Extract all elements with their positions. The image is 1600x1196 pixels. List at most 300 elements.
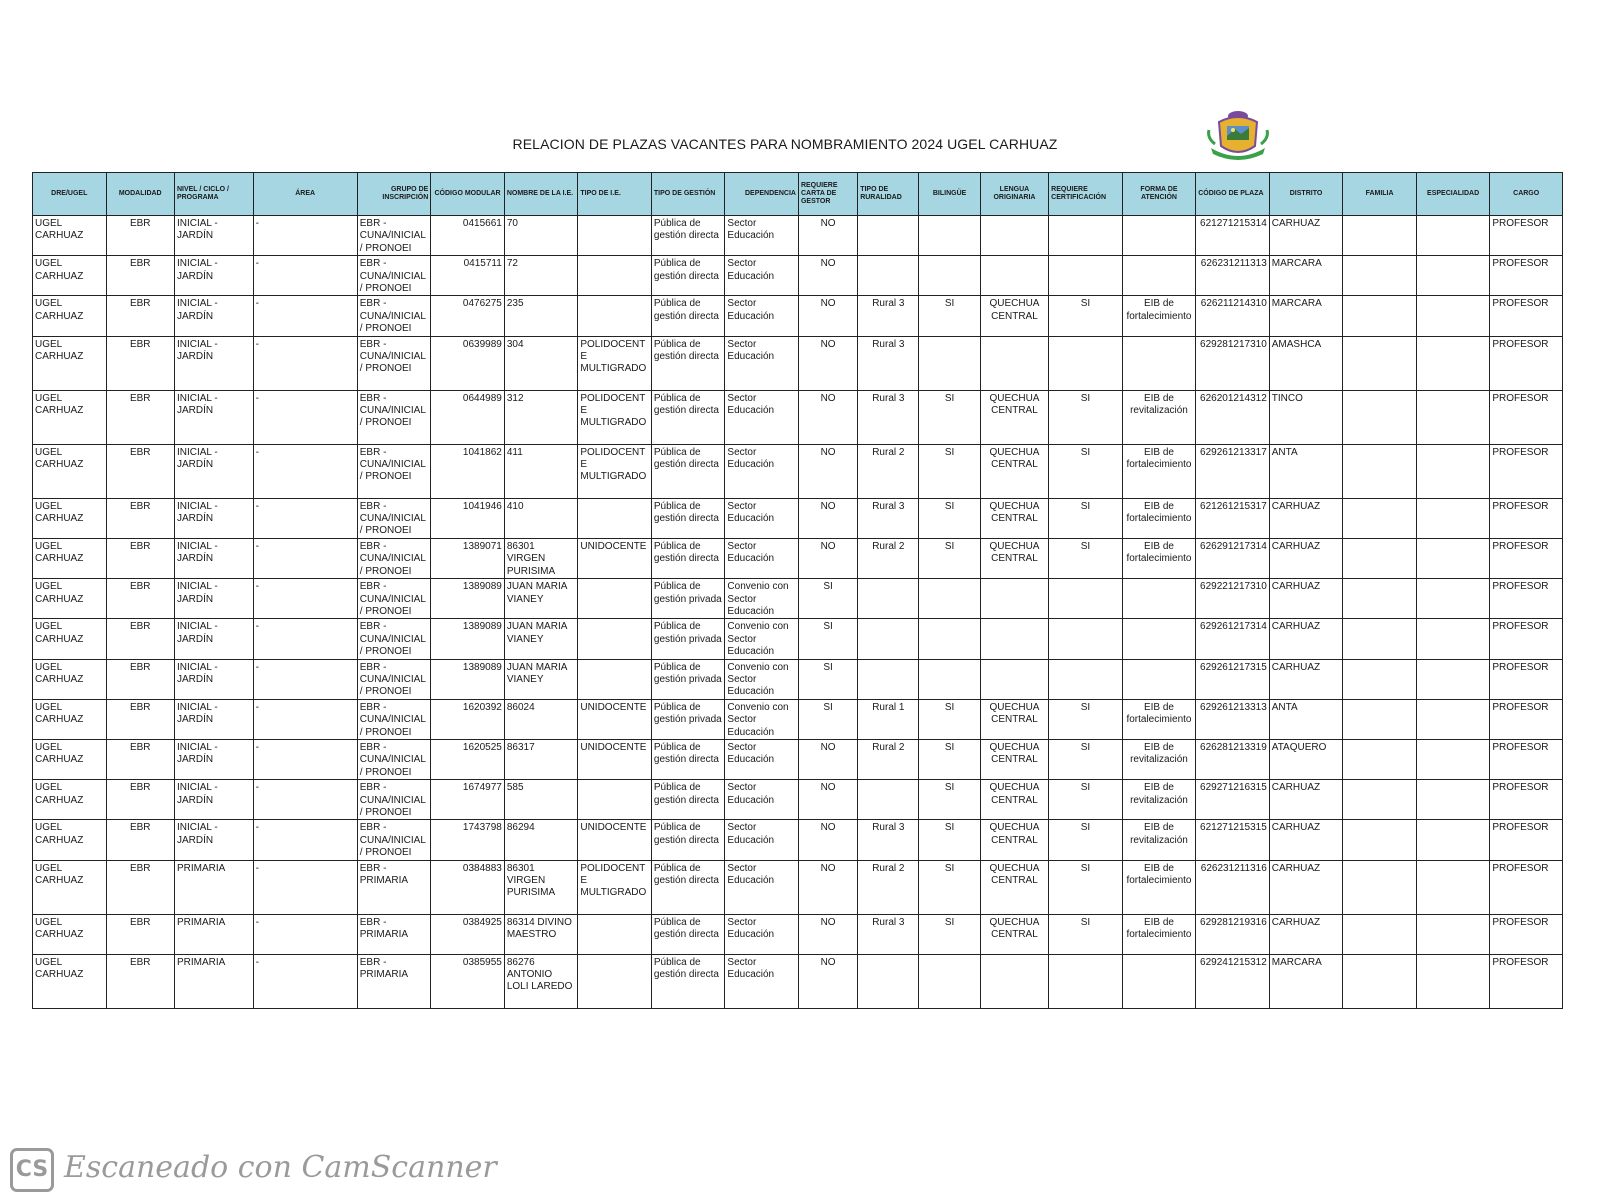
cell-nivel: PRIMARIA — [174, 954, 253, 1008]
cell-especialidad — [1416, 296, 1490, 336]
cell-distrito: CARHUAZ — [1269, 619, 1343, 659]
cell-area: - — [253, 498, 357, 538]
column-header-carta-gestor: REQUIERE CARTA DE GESTOR — [798, 173, 857, 216]
cell-grupo-inscripcion: EBR - CUNA/INICIAL/ PRONOEI — [357, 256, 431, 296]
cell-lengua: QUECHUA CENTRAL — [980, 296, 1048, 336]
column-header-bilingue: BILINGÜE — [919, 173, 980, 216]
cell-ruralidad: Rural 3 — [858, 914, 919, 954]
cell-certificacion — [1049, 579, 1123, 619]
cell-ruralidad: Rural 2 — [858, 739, 919, 779]
cell-cargo: PROFESOR — [1490, 216, 1563, 256]
cell-cargo: PROFESOR — [1490, 619, 1563, 659]
cell-lengua — [980, 579, 1048, 619]
cell-dependencia: Sector Educación — [725, 954, 799, 1008]
cell-grupo-inscripcion: EBR - CUNA/INICIAL/ PRONOEI — [357, 780, 431, 820]
column-header-area: ÁREA — [253, 173, 357, 216]
cell-area: - — [253, 336, 357, 390]
cell-area: - — [253, 538, 357, 578]
cell-lengua: QUECHUA CENTRAL — [980, 390, 1048, 444]
cell-familia — [1343, 914, 1417, 954]
cell-bilingue: SI — [919, 538, 980, 578]
cell-nivel: PRIMARIA — [174, 860, 253, 914]
cell-nivel: INICIAL - JARDÍN — [174, 739, 253, 779]
cell-bilingue — [919, 619, 980, 659]
cell-codigo-plaza: 621261215317 — [1196, 498, 1270, 538]
cell-distrito: CARHUAZ — [1269, 780, 1343, 820]
table-body — [33, 216, 1563, 1009]
cell-bilingue: SI — [919, 444, 980, 498]
cell-nombre-ie: 86314 DIVINO MAESTRO — [504, 914, 578, 954]
column-header-modalidad: MODALIDAD — [106, 173, 174, 216]
column-header-nivel: NIVEL / CICLO / PROGRAMA — [174, 173, 253, 216]
cell-ruralidad: Rural 3 — [858, 820, 919, 860]
cell-certificacion: SI — [1049, 699, 1123, 739]
cell-grupo-inscripcion: EBR - CUNA/INICIAL/ PRONOEI — [357, 296, 431, 336]
cell-lengua — [980, 659, 1048, 699]
cell-modalidad: EBR — [106, 699, 174, 739]
cell-especialidad — [1416, 390, 1490, 444]
cell-dependencia: Sector Educación — [725, 780, 799, 820]
cell-distrito: CARHUAZ — [1269, 498, 1343, 538]
cell-lengua — [980, 216, 1048, 256]
column-header-distrito: DISTRITO — [1269, 173, 1343, 216]
cell-area: - — [253, 739, 357, 779]
cell-tipo-ie: POLIDOCENT E MULTIGRADO — [578, 336, 652, 390]
cell-nivel: INICIAL - JARDÍN — [174, 498, 253, 538]
cell-cargo: PROFESOR — [1490, 256, 1563, 296]
cell-nombre-ie: 411 — [504, 444, 578, 498]
column-header-forma-atencion: FORMA DE ATENCIÓN — [1122, 173, 1196, 216]
cell-nivel: INICIAL - JARDÍN — [174, 256, 253, 296]
cell-nivel: INICIAL - JARDÍN — [174, 820, 253, 860]
cell-nivel: INICIAL - JARDÍN — [174, 780, 253, 820]
cell-nivel: INICIAL - JARDÍN — [174, 619, 253, 659]
cell-dre-ugel: UGEL CARHUAZ — [33, 619, 107, 659]
cell-nombre-ie: JUAN MARIA VIANEY — [504, 659, 578, 699]
cell-nivel: INICIAL - JARDÍN — [174, 296, 253, 336]
cell-bilingue: SI — [919, 820, 980, 860]
cell-nombre-ie: JUAN MARIA VIANEY — [504, 619, 578, 659]
column-header-nombre-ie: NOMBRE DE LA I.E. — [504, 173, 578, 216]
cell-ruralidad — [858, 954, 919, 1008]
cell-familia — [1343, 860, 1417, 914]
cell-cargo: PROFESOR — [1490, 914, 1563, 954]
cell-codigo-plaza: 629261217315 — [1196, 659, 1270, 699]
cell-grupo-inscripcion: EBR - CUNA/INICIAL/ PRONOEI — [357, 820, 431, 860]
cell-especialidad — [1416, 860, 1490, 914]
cell-familia — [1343, 659, 1417, 699]
cell-codigo-plaza: 626201214312 — [1196, 390, 1270, 444]
cell-modalidad: EBR — [106, 216, 174, 256]
cell-tipo-ie — [578, 780, 652, 820]
cell-bilingue: SI — [919, 860, 980, 914]
cell-certificacion: SI — [1049, 296, 1123, 336]
cell-tipo-gestion: Pública de gestión directa — [651, 780, 725, 820]
cell-dre-ugel: UGEL CARHUAZ — [33, 699, 107, 739]
table-row — [33, 498, 1563, 538]
cell-modalidad: EBR — [106, 498, 174, 538]
cell-nivel: INICIAL - JARDÍN — [174, 216, 253, 256]
table-row — [33, 860, 1563, 914]
cell-dependencia: Sector Educación — [725, 820, 799, 860]
cell-especialidad — [1416, 739, 1490, 779]
cell-carta-gestor: SI — [798, 699, 857, 739]
cell-cargo: PROFESOR — [1490, 538, 1563, 578]
cell-codigo-modular: 0385955 — [431, 954, 505, 1008]
cell-familia — [1343, 739, 1417, 779]
vacancies-table — [32, 172, 1563, 1009]
cell-especialidad — [1416, 780, 1490, 820]
cell-tipo-gestion: Pública de gestión directa — [651, 954, 725, 1008]
cell-codigo-modular: 0476275 — [431, 296, 505, 336]
cell-tipo-ie — [578, 296, 652, 336]
cell-forma-atencion — [1122, 256, 1196, 296]
cell-forma-atencion: EIB de fortalecimiento — [1122, 538, 1196, 578]
cell-codigo-modular: 1620392 — [431, 699, 505, 739]
cell-ruralidad — [858, 619, 919, 659]
cell-modalidad: EBR — [106, 256, 174, 296]
cell-carta-gestor: NO — [798, 820, 857, 860]
cell-dre-ugel: UGEL CARHUAZ — [33, 498, 107, 538]
cell-nivel: INICIAL - JARDÍN — [174, 336, 253, 390]
cell-codigo-modular: 1743798 — [431, 820, 505, 860]
cell-especialidad — [1416, 954, 1490, 1008]
cell-bilingue: SI — [919, 780, 980, 820]
cell-modalidad: EBR — [106, 739, 174, 779]
cell-codigo-plaza: 629281217310 — [1196, 336, 1270, 390]
cell-especialidad — [1416, 444, 1490, 498]
cell-certificacion — [1049, 659, 1123, 699]
table-row — [33, 699, 1563, 739]
cell-dependencia: Convenio con Sector Educación — [725, 659, 799, 699]
cell-nombre-ie: 70 — [504, 216, 578, 256]
camscanner-logo-icon: CS — [10, 1148, 54, 1192]
cell-familia — [1343, 498, 1417, 538]
cell-bilingue — [919, 256, 980, 296]
cell-ruralidad: Rural 2 — [858, 444, 919, 498]
cell-familia — [1343, 216, 1417, 256]
cell-lengua: QUECHUA CENTRAL — [980, 538, 1048, 578]
cell-codigo-modular: 1041946 — [431, 498, 505, 538]
cell-distrito: CARHUAZ — [1269, 579, 1343, 619]
cell-codigo-modular: 0415661 — [431, 216, 505, 256]
cell-dre-ugel: UGEL CARHUAZ — [33, 538, 107, 578]
cell-modalidad: EBR — [106, 619, 174, 659]
cell-lengua: QUECHUA CENTRAL — [980, 498, 1048, 538]
cell-grupo-inscripcion: EBR - CUNA/INICIAL/ PRONOEI — [357, 390, 431, 444]
cell-ruralidad: Rural 1 — [858, 699, 919, 739]
cell-carta-gestor: SI — [798, 579, 857, 619]
table-row — [33, 579, 1563, 619]
cell-certificacion: SI — [1049, 390, 1123, 444]
cell-bilingue: SI — [919, 739, 980, 779]
cell-codigo-plaza: 626231211313 — [1196, 256, 1270, 296]
cell-familia — [1343, 579, 1417, 619]
cell-especialidad — [1416, 336, 1490, 390]
cell-cargo: PROFESOR — [1490, 780, 1563, 820]
cell-nombre-ie: 304 — [504, 336, 578, 390]
document-title: RELACION DE PLAZAS VACANTES PARA NOMBRAMIENTO 2024 UGEL CARHUAZ — [512, 136, 1058, 152]
cell-grupo-inscripcion: EBR - CUNA/INICIAL/ PRONOEI — [357, 444, 431, 498]
cell-dependencia: Sector Educación — [725, 216, 799, 256]
table-row — [33, 820, 1563, 860]
cell-familia — [1343, 296, 1417, 336]
cell-area: - — [253, 954, 357, 1008]
cell-cargo: PROFESOR — [1490, 444, 1563, 498]
cell-modalidad: EBR — [106, 820, 174, 860]
cell-codigo-modular: 1041862 — [431, 444, 505, 498]
cell-distrito: ANTA — [1269, 444, 1343, 498]
cell-nombre-ie: 312 — [504, 390, 578, 444]
cell-area: - — [253, 579, 357, 619]
cell-certificacion: SI — [1049, 860, 1123, 914]
cell-carta-gestor: NO — [798, 739, 857, 779]
cell-bilingue: SI — [919, 699, 980, 739]
cell-modalidad: EBR — [106, 579, 174, 619]
cell-distrito: ANTA — [1269, 699, 1343, 739]
cell-familia — [1343, 699, 1417, 739]
cell-tipo-ie — [578, 579, 652, 619]
cell-bilingue: SI — [919, 390, 980, 444]
cell-cargo: PROFESOR — [1490, 579, 1563, 619]
cell-cargo: PROFESOR — [1490, 296, 1563, 336]
cell-familia — [1343, 954, 1417, 1008]
cell-cargo: PROFESOR — [1490, 498, 1563, 538]
cell-codigo-modular: 1674977 — [431, 780, 505, 820]
cell-nombre-ie: 86301 VIRGEN PURISIMA — [504, 538, 578, 578]
cell-ruralidad — [858, 579, 919, 619]
table-row — [33, 780, 1563, 820]
cell-codigo-plaza: 629271216315 — [1196, 780, 1270, 820]
cell-distrito: MARCARA — [1269, 954, 1343, 1008]
cell-especialidad — [1416, 619, 1490, 659]
cell-distrito: MARCARA — [1269, 256, 1343, 296]
cell-tipo-gestion: Pública de gestión directa — [651, 444, 725, 498]
cell-tipo-gestion: Pública de gestión directa — [651, 914, 725, 954]
cell-ruralidad — [858, 216, 919, 256]
cell-codigo-modular: 1389089 — [431, 659, 505, 699]
cell-modalidad: EBR — [106, 780, 174, 820]
cell-lengua: QUECHUA CENTRAL — [980, 860, 1048, 914]
cell-certificacion — [1049, 336, 1123, 390]
cell-grupo-inscripcion: EBR - CUNA/INICIAL/ PRONOEI — [357, 216, 431, 256]
cell-ruralidad — [858, 256, 919, 296]
cell-codigo-plaza: 626291217314 — [1196, 538, 1270, 578]
cell-dependencia: Sector Educación — [725, 498, 799, 538]
cell-tipo-gestion: Pública de gestión privada — [651, 579, 725, 619]
cell-forma-atencion — [1122, 619, 1196, 659]
cell-tipo-gestion: Pública de gestión directa — [651, 296, 725, 336]
cell-carta-gestor: SI — [798, 619, 857, 659]
cell-nivel: INICIAL - JARDÍN — [174, 444, 253, 498]
cell-cargo: PROFESOR — [1490, 820, 1563, 860]
cell-modalidad: EBR — [106, 390, 174, 444]
cell-familia — [1343, 336, 1417, 390]
column-header-cargo: CARGO — [1490, 173, 1563, 216]
cell-nivel: INICIAL - JARDÍN — [174, 699, 253, 739]
cell-codigo-plaza: 629261213317 — [1196, 444, 1270, 498]
cell-bilingue: SI — [919, 296, 980, 336]
cell-distrito: CARHUAZ — [1269, 216, 1343, 256]
cell-certificacion — [1049, 619, 1123, 659]
cell-forma-atencion: EIB de revitalización — [1122, 739, 1196, 779]
cell-carta-gestor: NO — [798, 538, 857, 578]
cell-especialidad — [1416, 914, 1490, 954]
cell-codigo-modular: 0415711 — [431, 256, 505, 296]
cell-distrito: CARHUAZ — [1269, 860, 1343, 914]
column-header-especialidad: ESPECIALIDAD — [1416, 173, 1490, 216]
cell-certificacion — [1049, 256, 1123, 296]
cell-nivel: INICIAL - JARDÍN — [174, 659, 253, 699]
cell-grupo-inscripcion: EBR - CUNA/INICIAL/ PRONOEI — [357, 739, 431, 779]
cell-cargo: PROFESOR — [1490, 659, 1563, 699]
cell-carta-gestor: NO — [798, 914, 857, 954]
cell-area: - — [253, 820, 357, 860]
cell-nombre-ie: 86294 — [504, 820, 578, 860]
camscanner-watermark — [10, 1146, 530, 1196]
cell-dre-ugel: UGEL CARHUAZ — [33, 954, 107, 1008]
cell-especialidad — [1416, 579, 1490, 619]
cell-codigo-plaza: 621271215314 — [1196, 216, 1270, 256]
cell-cargo: PROFESOR — [1490, 699, 1563, 739]
cell-familia — [1343, 820, 1417, 860]
cell-area: - — [253, 699, 357, 739]
cell-area: - — [253, 860, 357, 914]
cell-grupo-inscripcion: EBR - CUNA/INICIAL/ PRONOEI — [357, 699, 431, 739]
cell-especialidad — [1416, 216, 1490, 256]
cell-dependencia: Convenio con Sector Educación — [725, 579, 799, 619]
cell-codigo-plaza: 629261213313 — [1196, 699, 1270, 739]
cell-dre-ugel: UGEL CARHUAZ — [33, 444, 107, 498]
cell-ruralidad: Rural 2 — [858, 860, 919, 914]
cell-modalidad: EBR — [106, 860, 174, 914]
cell-distrito: MARCARA — [1269, 296, 1343, 336]
cell-familia — [1343, 256, 1417, 296]
cell-carta-gestor: NO — [798, 444, 857, 498]
cell-codigo-plaza: 629221217310 — [1196, 579, 1270, 619]
cell-dependencia: Convenio con Sector Educación — [725, 619, 799, 659]
cell-carta-gestor: SI — [798, 659, 857, 699]
cell-tipo-ie — [578, 659, 652, 699]
cell-ruralidad: Rural 3 — [858, 336, 919, 390]
cell-familia — [1343, 538, 1417, 578]
cell-certificacion: SI — [1049, 820, 1123, 860]
cell-lengua — [980, 954, 1048, 1008]
table-header — [33, 173, 1563, 216]
cell-tipo-gestion: Pública de gestión directa — [651, 860, 725, 914]
column-header-codigo-modular: CÓDIGO MODULAR — [431, 173, 505, 216]
table-row — [33, 336, 1563, 390]
cell-tipo-gestion: Pública de gestión privada — [651, 619, 725, 659]
cell-dre-ugel: UGEL CARHUAZ — [33, 256, 107, 296]
cell-lengua: QUECHUA CENTRAL — [980, 820, 1048, 860]
cell-grupo-inscripcion: EBR - CUNA/INICIAL/ PRONOEI — [357, 659, 431, 699]
cell-tipo-gestion: Pública de gestión directa — [651, 256, 725, 296]
table-row — [33, 619, 1563, 659]
cell-nombre-ie: 86024 — [504, 699, 578, 739]
cell-distrito: TINCO — [1269, 390, 1343, 444]
cell-nivel: INICIAL - JARDÍN — [174, 538, 253, 578]
cell-nombre-ie: 86301 VIRGEN PURISIMA — [504, 860, 578, 914]
cell-forma-atencion — [1122, 954, 1196, 1008]
cell-area: - — [253, 256, 357, 296]
cell-dependencia: Sector Educación — [725, 296, 799, 336]
cell-lengua — [980, 256, 1048, 296]
cell-forma-atencion: EIB de fortalecimiento — [1122, 498, 1196, 538]
cell-grupo-inscripcion: EBR - PRIMARIA — [357, 860, 431, 914]
cell-carta-gestor: NO — [798, 216, 857, 256]
cell-tipo-ie — [578, 498, 652, 538]
cell-nombre-ie: 72 — [504, 256, 578, 296]
cell-dependencia: Sector Educación — [725, 444, 799, 498]
cell-lengua: QUECHUA CENTRAL — [980, 914, 1048, 954]
cell-tipo-gestion: Pública de gestión directa — [651, 739, 725, 779]
cell-carta-gestor: NO — [798, 860, 857, 914]
cell-tipo-gestion: Pública de gestión directa — [651, 538, 725, 578]
cell-dre-ugel: UGEL CARHUAZ — [33, 659, 107, 699]
cell-dependencia: Convenio con Sector Educación — [725, 699, 799, 739]
cell-forma-atencion: EIB de fortalecimiento — [1122, 860, 1196, 914]
cell-nombre-ie: 235 — [504, 296, 578, 336]
cell-ruralidad: Rural 3 — [858, 296, 919, 336]
cell-certificacion: SI — [1049, 538, 1123, 578]
cell-distrito: ATAQUERO — [1269, 739, 1343, 779]
cell-nivel: PRIMARIA — [174, 914, 253, 954]
cell-tipo-ie: UNIDOCENTE — [578, 699, 652, 739]
cell-certificacion: SI — [1049, 498, 1123, 538]
cell-cargo: PROFESOR — [1490, 390, 1563, 444]
cell-ruralidad: Rural 3 — [858, 390, 919, 444]
column-header-lengua: LENGUA ORIGINARIA — [980, 173, 1048, 216]
cell-codigo-modular: 0384883 — [431, 860, 505, 914]
cell-dre-ugel: UGEL CARHUAZ — [33, 336, 107, 390]
cell-tipo-gestion: Pública de gestión directa — [651, 498, 725, 538]
cell-especialidad — [1416, 699, 1490, 739]
cell-forma-atencion: EIB de revitalización — [1122, 390, 1196, 444]
cell-area: - — [253, 619, 357, 659]
cell-ruralidad: Rural 3 — [858, 498, 919, 538]
cell-cargo: PROFESOR — [1490, 336, 1563, 390]
cell-grupo-inscripcion: EBR - CUNA/INICIAL/ PRONOEI — [357, 619, 431, 659]
cell-dependencia: Sector Educación — [725, 336, 799, 390]
table-row — [33, 444, 1563, 498]
cell-bilingue: SI — [919, 914, 980, 954]
cell-certificacion: SI — [1049, 739, 1123, 779]
cell-lengua: QUECHUA CENTRAL — [980, 699, 1048, 739]
cell-certificacion: SI — [1049, 780, 1123, 820]
cell-dre-ugel: UGEL CARHUAZ — [33, 390, 107, 444]
cell-forma-atencion: EIB de fortalecimiento — [1122, 914, 1196, 954]
cell-codigo-plaza: 626211214310 — [1196, 296, 1270, 336]
cell-codigo-plaza: 629281219316 — [1196, 914, 1270, 954]
cell-certificacion — [1049, 216, 1123, 256]
cell-forma-atencion — [1122, 659, 1196, 699]
cell-modalidad: EBR — [106, 914, 174, 954]
cell-dependencia: Sector Educación — [725, 256, 799, 296]
cell-codigo-plaza: 626231211316 — [1196, 860, 1270, 914]
cell-dependencia: Sector Educación — [725, 390, 799, 444]
column-header-certificacion: REQUIERE CERTIFICACIÓN — [1049, 173, 1123, 216]
column-header-ruralidad: TIPO DE RURALIDAD — [858, 173, 919, 216]
cell-ruralidad: Rural 2 — [858, 538, 919, 578]
cell-dre-ugel: UGEL CARHUAZ — [33, 860, 107, 914]
column-header-tipo-gestion: TIPO DE GESTIÓN — [651, 173, 725, 216]
cell-tipo-ie — [578, 256, 652, 296]
cell-codigo-plaza: 629261217314 — [1196, 619, 1270, 659]
cell-bilingue — [919, 954, 980, 1008]
cell-tipo-ie: POLIDOCENT E MULTIGRADO — [578, 444, 652, 498]
cell-cargo: PROFESOR — [1490, 860, 1563, 914]
